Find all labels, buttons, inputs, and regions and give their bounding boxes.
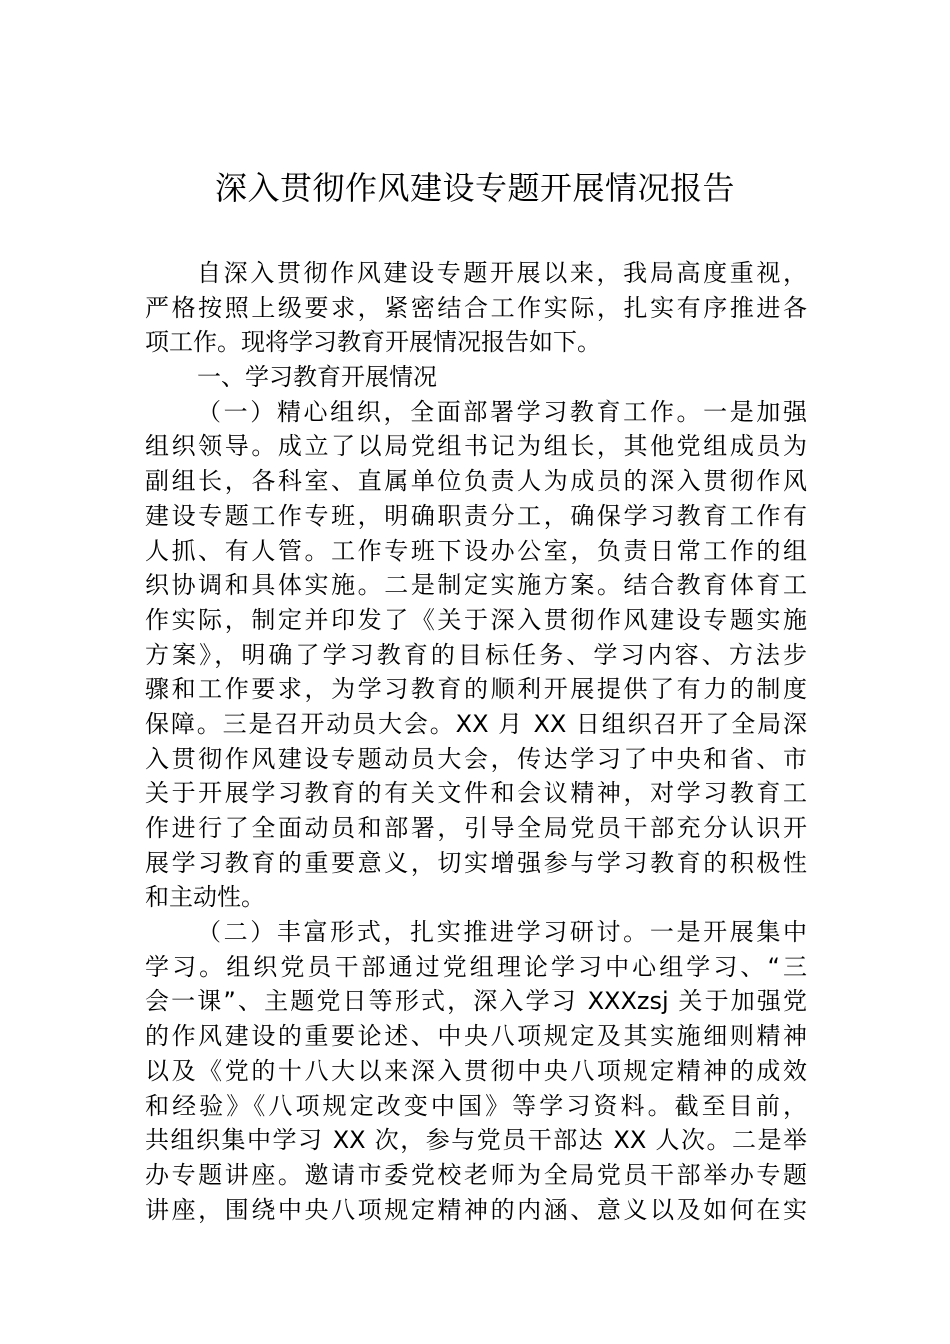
text-line: 保障。三是召开动员大会。XX 月 XX 日组织召开了全局深: [145, 709, 807, 738]
text-line: 方案》，明确了学习教育的目标任务、学习内容、方法步: [145, 640, 807, 669]
document-body: [145, 256, 807, 1227]
text-line: 和经验》《八项规定改变中国》等学习资料。截至目前，: [145, 1091, 807, 1120]
text-line: 副组长，各科室、直属单位负责人为成员的深入贯彻作风: [145, 467, 807, 496]
text-line: 讲座，围绕中央八项规定精神的内涵、意义以及如何在实: [145, 1195, 807, 1224]
text-line: 共组织集中学习 XX 次，参与党员干部达 XX 人次。二是举: [145, 1126, 807, 1155]
text-line: 展学习教育的重要意义，切实增强参与学习教育的积极性: [145, 848, 807, 877]
text-line: 组织领导。成立了以局党组书记为组长，其他党组成员为: [145, 432, 807, 461]
text-line: 一、学习教育开展情况: [197, 363, 437, 392]
text-line: 学习。组织党员干部通过党组理论学习中心组学习、“三: [145, 952, 807, 981]
text-line: 关于开展学习教育的有关文件和会议精神，对学习教育工: [145, 779, 807, 808]
text-line: 作进行了全面动员和部署，引导全局党员干部充分认识开: [145, 814, 807, 842]
text-line: 骤和工作要求，为学习教育的顺利开展提供了有力的制度: [145, 675, 807, 704]
text-line: 严格按照上级要求，紧密结合工作实际，扎实有序推进各: [145, 293, 807, 322]
text-line: 入贯彻作风建设专题动员大会，传达学习了中央和省、市: [145, 744, 807, 773]
text-line: 人抓、有人管。工作专班下设办公室，负责日常工作的组: [145, 536, 807, 565]
text-line: 织协调和具体实施。二是制定实施方案。结合教育体育工: [145, 571, 807, 600]
text-line: 项工作。现将学习教育开展情况报告如下。: [145, 328, 601, 357]
text-line: 自深入贯彻作风建设专题开展以来，我局高度重视，: [197, 259, 807, 287]
text-line: （一）精心组织，全面部署学习教育工作。一是加强: [197, 397, 807, 426]
text-line: 办专题讲座。邀请市委党校老师为全局党员干部举办专题: [145, 1160, 807, 1189]
text-line: 和主动性。: [145, 883, 265, 912]
text-line: 建设专题工作专班，明确职责分工，确保学习教育工作有: [145, 501, 807, 530]
text-line: 以及《党的十八大以来深入贯彻中央八项规定精神的成效: [145, 1056, 807, 1085]
text-line: （二）丰富形式，扎实推进学习研讨。一是开展集中: [197, 918, 807, 947]
text-line: 作实际，制定并印发了《关于深入贯彻作风建设专题实施: [145, 605, 807, 634]
text-line: 会一课”、主题党日等形式，深入学习 XXXzsj 关于加强党: [145, 987, 807, 1016]
text-line: 的作风建设的重要论述、中央八项规定及其实施细则精神: [145, 1022, 807, 1051]
document-title: 深入贯彻作风建设专题开展情况报告: [214, 169, 735, 207]
